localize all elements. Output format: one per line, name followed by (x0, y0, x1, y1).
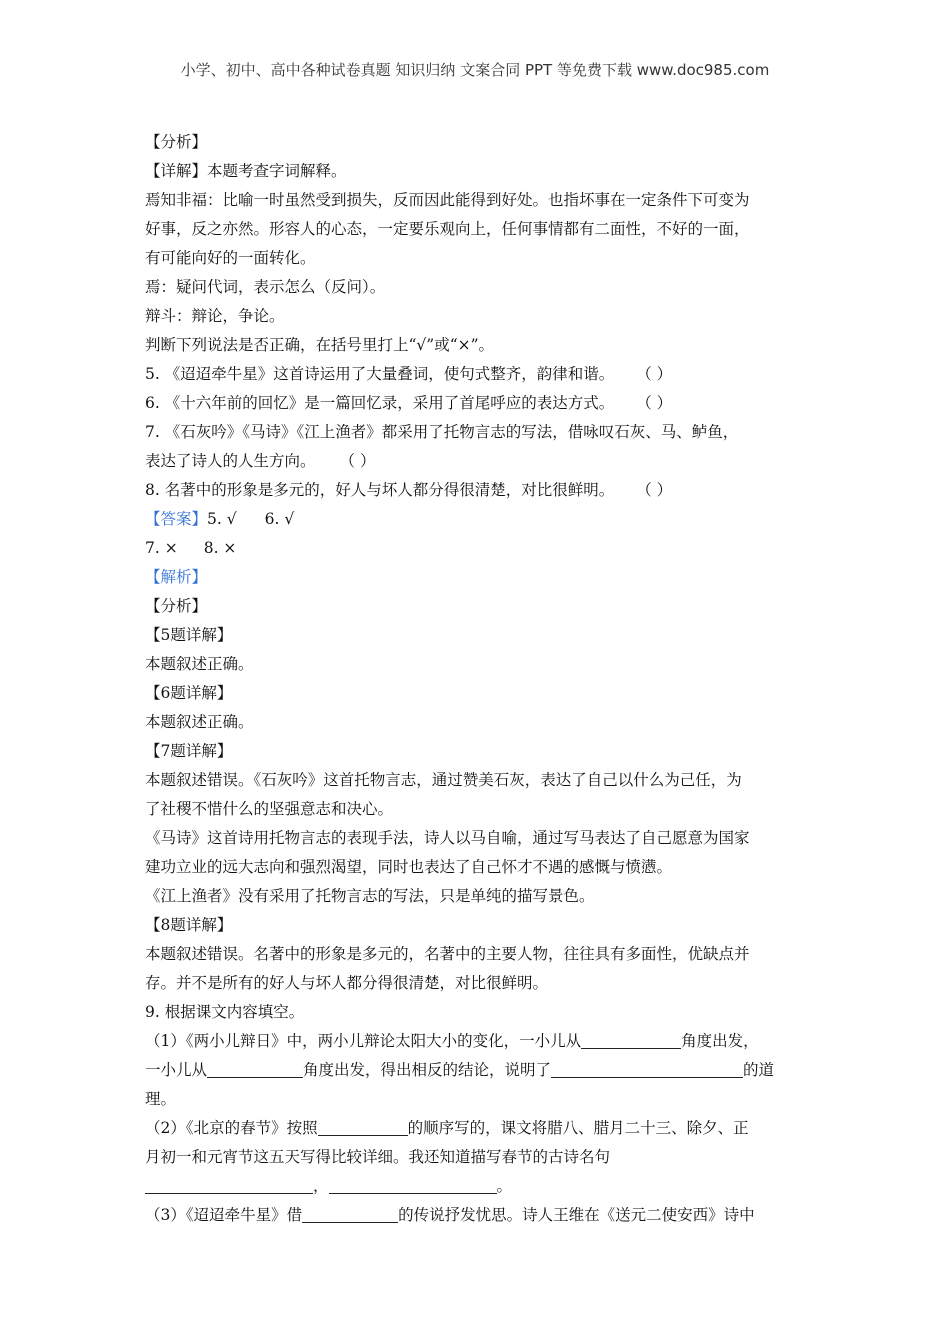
q9-part3-text-b: 的传说抒发忧思。诗人王维在《送元二使安西》诗中 (398, 1206, 755, 1224)
answer-line-2 (145, 534, 815, 563)
detail-heading: 【详解】本题考查字词解释。 (145, 162, 347, 180)
q9-blank-6[interactable] (329, 1175, 497, 1194)
answer-line-1 (145, 505, 815, 534)
q9-blank-2[interactable] (207, 1059, 303, 1078)
q9-part1-line1 (145, 1027, 815, 1056)
q7-detail-text-3: 《马诗》这首诗用托物言志的表现手法，诗人以马自喻，通过写马表达了自己愿意为国家 (145, 829, 750, 847)
q9-period: 。 (496, 1177, 513, 1195)
q7-detail-text-1: 本题叙述错误。《石灰吟》这首托物言志，通过赞美石灰，表达了自己以什么为己任，为 (145, 771, 742, 789)
q9-blank-4[interactable] (318, 1117, 408, 1136)
q9-comma: ， (313, 1177, 329, 1195)
question-5-text: 5. 《迢迢牵牛星》这首诗运用了大量叠词，使句式整齐，韵律和谐。 (145, 365, 615, 383)
word-yan-explanation: 焉：疑问代词，表示怎么（反问）。 (145, 278, 386, 296)
q9-part2-text-a: （2）《北京的春节》按照 (145, 1119, 318, 1137)
question-7-line1: 7. 《石灰吟》《马诗》《江上渔者》都采用了托物言志的写法，借咏叹石灰、马、鲈鱼， (145, 423, 739, 441)
q9-part1-text-b: 角度出发， (681, 1032, 759, 1050)
idiom-explanation-line2: 好事，反之亦然。形容人的心态，一定要乐观向上，任何事情都有二面性，不好的一面， (145, 220, 750, 238)
q7-detail-text-4: 建功立业的远大志向和强烈渴望，同时也表达了自己怀才不遇的感慨与愤懑。 (145, 858, 673, 876)
question-5-answer-box[interactable]: （ ） (636, 365, 673, 383)
analysis-heading: 【分析】 (145, 133, 208, 151)
q6-detail-text: 本题叙述正确。 (145, 713, 254, 731)
q9-part2-line3 (145, 1172, 815, 1201)
q8-detail-text-1: 本题叙述错误。名著中的形象是多元的，名著中的主要人物，往往具有多面性，优缺点并 (145, 945, 750, 963)
q7-detail-text-2: 了社稷不惜什么的坚强意志和决心。 (145, 800, 394, 818)
document-body (145, 128, 815, 1230)
explanation-label: 【解析】 (145, 568, 208, 586)
q6-detail-heading: 【6题详解】 (145, 684, 233, 702)
question-9-title: 9. 根据课文内容填空。 (145, 1003, 305, 1021)
q8-detail-heading: 【8题详解】 (145, 916, 233, 934)
question-7-line2 (145, 447, 815, 476)
q9-blank-1[interactable] (581, 1030, 681, 1049)
q9-part2-line2: 月初一和元宵节这五天写得比较详细。我还知道描写春节的古诗名句 (145, 1148, 611, 1166)
judge-instruction: 判断下列说法是否正确，在括号里打上“√”或“×”。 (145, 336, 495, 354)
question-5 (145, 360, 815, 389)
answer-6: 6. √ (264, 510, 295, 528)
q9-part3-line1 (145, 1201, 815, 1230)
q9-part1-text-c: 一小儿从 (145, 1061, 208, 1079)
q9-part2-line1 (145, 1114, 815, 1143)
q7-detail-text-5: 《江上渔者》没有采用了托物言志的写法，只是单纯的描写景色。 (145, 887, 595, 905)
q9-part2-text-b: 的顺序写的，课文将腊八、腊月二十三、除夕、正 (407, 1119, 749, 1137)
q9-blank-3[interactable] (551, 1059, 743, 1078)
question-6-answer-box[interactable]: （ ） (636, 394, 673, 412)
q5-detail-heading: 【5题详解】 (145, 626, 233, 644)
q9-part1-text-a: （1）《两小儿辩日》中，两小儿辩论太阳大小的变化，一小儿从 (145, 1032, 582, 1050)
q9-part1-text-d: 角度出发，得出相反的结论，说明了 (303, 1061, 552, 1079)
question-6 (145, 389, 815, 418)
question-8-answer-box[interactable]: （ ） (636, 481, 673, 499)
q9-blank-5[interactable] (145, 1175, 313, 1194)
analysis-heading-2: 【分析】 (145, 597, 208, 615)
question-7-text: 表达了诗人的人生方向。 (145, 452, 316, 470)
q9-part1-line3: 理。 (145, 1090, 177, 1108)
q7-detail-heading: 【7题详解】 (145, 742, 233, 760)
page-header-banner: 小学、初中、高中各种试卷真题 知识归纳 文案合同 PPT 等免费下载 www.doc985.com (180, 61, 770, 79)
answer-5: 5. √ (207, 510, 237, 528)
question-8 (145, 476, 815, 505)
q9-part3-text-a: （3）《迢迢牵牛星》借 (145, 1206, 303, 1224)
word-biandou-explanation: 辩斗：辩论，争论。 (145, 307, 285, 325)
answer-7: 7. × (145, 539, 178, 557)
idiom-explanation-line1: 焉知非福：比喻一时虽然受到损失，反而因此能得到好处。也指坏事在一定条件下可变为 (145, 191, 750, 209)
question-7-answer-box[interactable]: （ ） (339, 452, 376, 470)
question-8-text: 8. 名著中的形象是多元的，好人与坏人都分得很清楚，对比很鲜明。 (145, 481, 615, 499)
q5-detail-text: 本题叙述正确。 (145, 655, 254, 673)
answer-label: 【答案】 (145, 510, 208, 528)
q8-detail-text-2: 存。并不是所有的好人与坏人都分得很清楚，对比很鲜明。 (145, 974, 549, 992)
idiom-explanation-line3: 有可能向好的一面转化。 (145, 249, 316, 267)
q9-blank-7[interactable] (302, 1204, 398, 1223)
q9-part1-line2 (145, 1056, 815, 1085)
q9-part1-text-e: 的道 (743, 1061, 775, 1079)
question-6-text: 6. 《十六年前的回忆》是一篇回忆录，采用了首尾呼应的表达方式。 (145, 394, 615, 412)
answer-8: 8. × (203, 539, 237, 557)
